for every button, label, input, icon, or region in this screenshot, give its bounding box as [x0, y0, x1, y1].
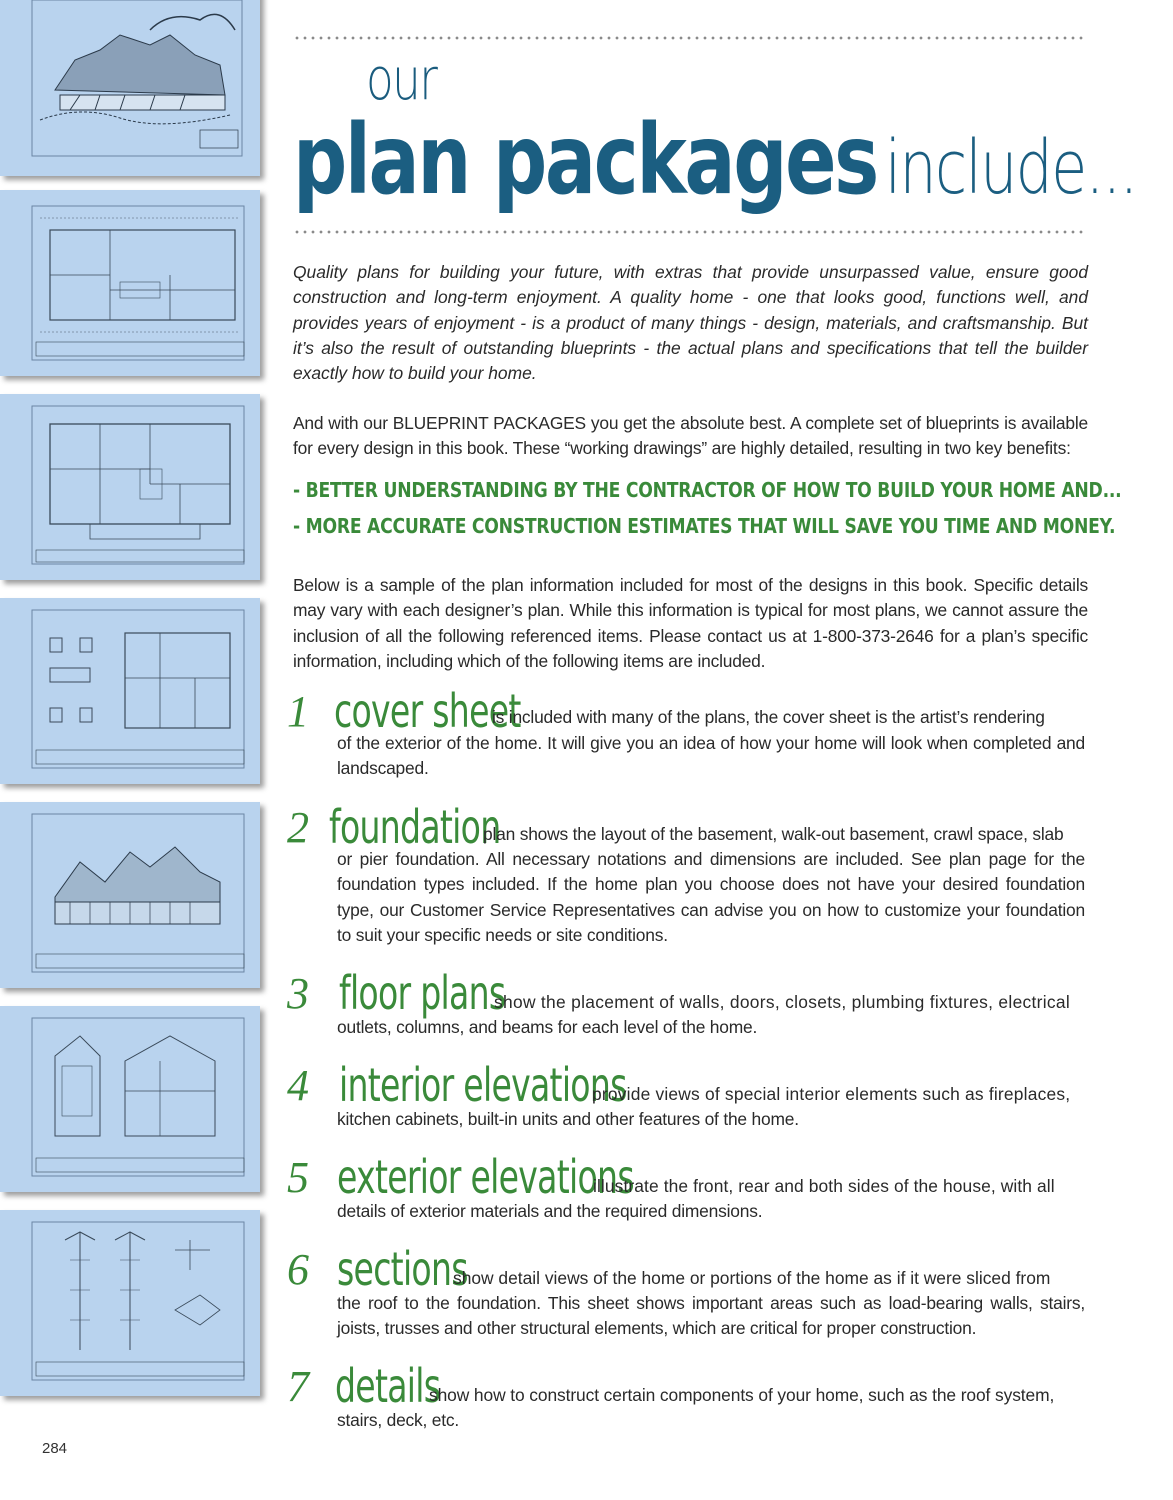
item-number: 4: [287, 1061, 309, 1110]
blueprint-details-sheet: [0, 1210, 260, 1396]
sample-paragraph: Below is a sample of the plan information included for most of the designs in this book. Specific details may vary with each designer’s plan. While this information is typical for most plans, we cannot assure the inclusion of all the following referenced items. Please contact us at 1-800-373-2646 for a plan’s specific information, including which of the following items are included.: [293, 575, 1088, 671]
item-first-line: plan shows the layout of the basement, walk-out basement, crawl space, slab: [483, 824, 1064, 844]
item-heading: details: [335, 1359, 441, 1413]
item-number: 1: [287, 687, 309, 736]
blueprint-cover-sheet: [0, 0, 260, 176]
benefit-2: - MORE ACCURATE CONSTRUCTION ESTIMATES THAT WILL SAVE YOU TIME AND MONEY.: [293, 514, 1116, 538]
blueprint-floor-plan-sheet: [0, 394, 260, 580]
item-heading: exterior elevations: [337, 1150, 634, 1204]
item-first-line: show the placement of walls, doors, closets, plumbing fixtures, electrical: [494, 992, 1071, 1012]
blueprint-foundation-sheet: [0, 190, 260, 376]
item-heading: sections: [337, 1242, 468, 1296]
item-description: stairs, deck, etc.: [337, 1410, 460, 1430]
item-description: the roof to the foundation. This sheet shows important areas such as load-bearing walls, stairs, joists, trusses and other structural elements, which are critical for proper construction.: [337, 1293, 1085, 1339]
item-number: 3: [287, 969, 309, 1018]
blueprint-interior-sheet: [0, 598, 260, 784]
title-dotted-rule: [293, 230, 1085, 234]
item-first-line: show how to construct certain components of your home, such as the roof system,: [429, 1385, 1055, 1405]
title-include: include...: [884, 125, 1137, 211]
blueprint-paragraph: And with our BLUEPRINT PACKAGES you get the absolute best. A complete set of blueprints is available for every design in this book. These “working drawings” are highly detailed, resulting in two key benefits:: [293, 413, 1088, 459]
blueprint-exterior-elevation-sheet: [0, 802, 260, 988]
item-first-line: illustrate the front, rear and both sides of the house, with all: [593, 1176, 1055, 1196]
item-first-line: is included with many of the plans, the cover sheet is the artist’s rendering: [492, 707, 1045, 727]
item-description: outlets, columns, and beams for each level of the home.: [337, 1017, 758, 1037]
title-plan-packages: plan packages: [293, 104, 877, 216]
item-number: 5: [287, 1153, 309, 1202]
item-description: details of exterior materials and the required dimensions.: [337, 1201, 763, 1221]
top-dotted-rule: [293, 36, 1085, 40]
item-description: kitchen cabinets, built-in units and other features of the home.: [337, 1109, 799, 1129]
item-heading: cover sheet: [334, 684, 521, 738]
item-first-line: provide views of special interior elements such as fireplaces,: [592, 1084, 1071, 1104]
item-description: or pier foundation. All necessary notations and dimensions are included. See plan page for the foundation types included. If the home plan you choose does not have your desired foundation type, our Customer Service Representatives can advise you on how to customize your foundation to suit your specific needs or site conditions.: [337, 849, 1085, 945]
item-number: 6: [287, 1245, 309, 1294]
page-title: [293, 104, 1137, 216]
title-our: our: [366, 45, 437, 113]
item-number: 7: [287, 1362, 309, 1411]
item-first-line: show detail views of the home or portions of the home as if it were sliced from: [453, 1268, 1051, 1288]
intro-paragraph: Quality plans for building your future, with extras that provide unsurpassed value, ensure good construction and long-term enjoyment. A quality home - one that looks good, functions well, and provides years of enjoyment - is a product of many things - design, materials, and craftsmanship. But it’s also the result of outstanding blueprints - the actual plans and specifications that tell the builder exactly how to build your home.: [293, 262, 1088, 384]
blueprint-sections-sheet: [0, 1006, 260, 1192]
item-description: of the exterior of the home. It will give you an idea of how your home will look when completed and landscaped.: [337, 733, 1085, 779]
page-number: 284: [42, 1440, 68, 1457]
item-heading: foundation: [329, 800, 501, 854]
item-number: 2: [287, 803, 309, 852]
item-heading: interior elevations: [339, 1058, 627, 1112]
benefit-1: - BETTER UNDERSTANDING BY THE CONTRACTOR OF HOW TO BUILD YOUR HOME AND...: [293, 478, 1122, 502]
item-heading: floor plans: [339, 966, 506, 1020]
